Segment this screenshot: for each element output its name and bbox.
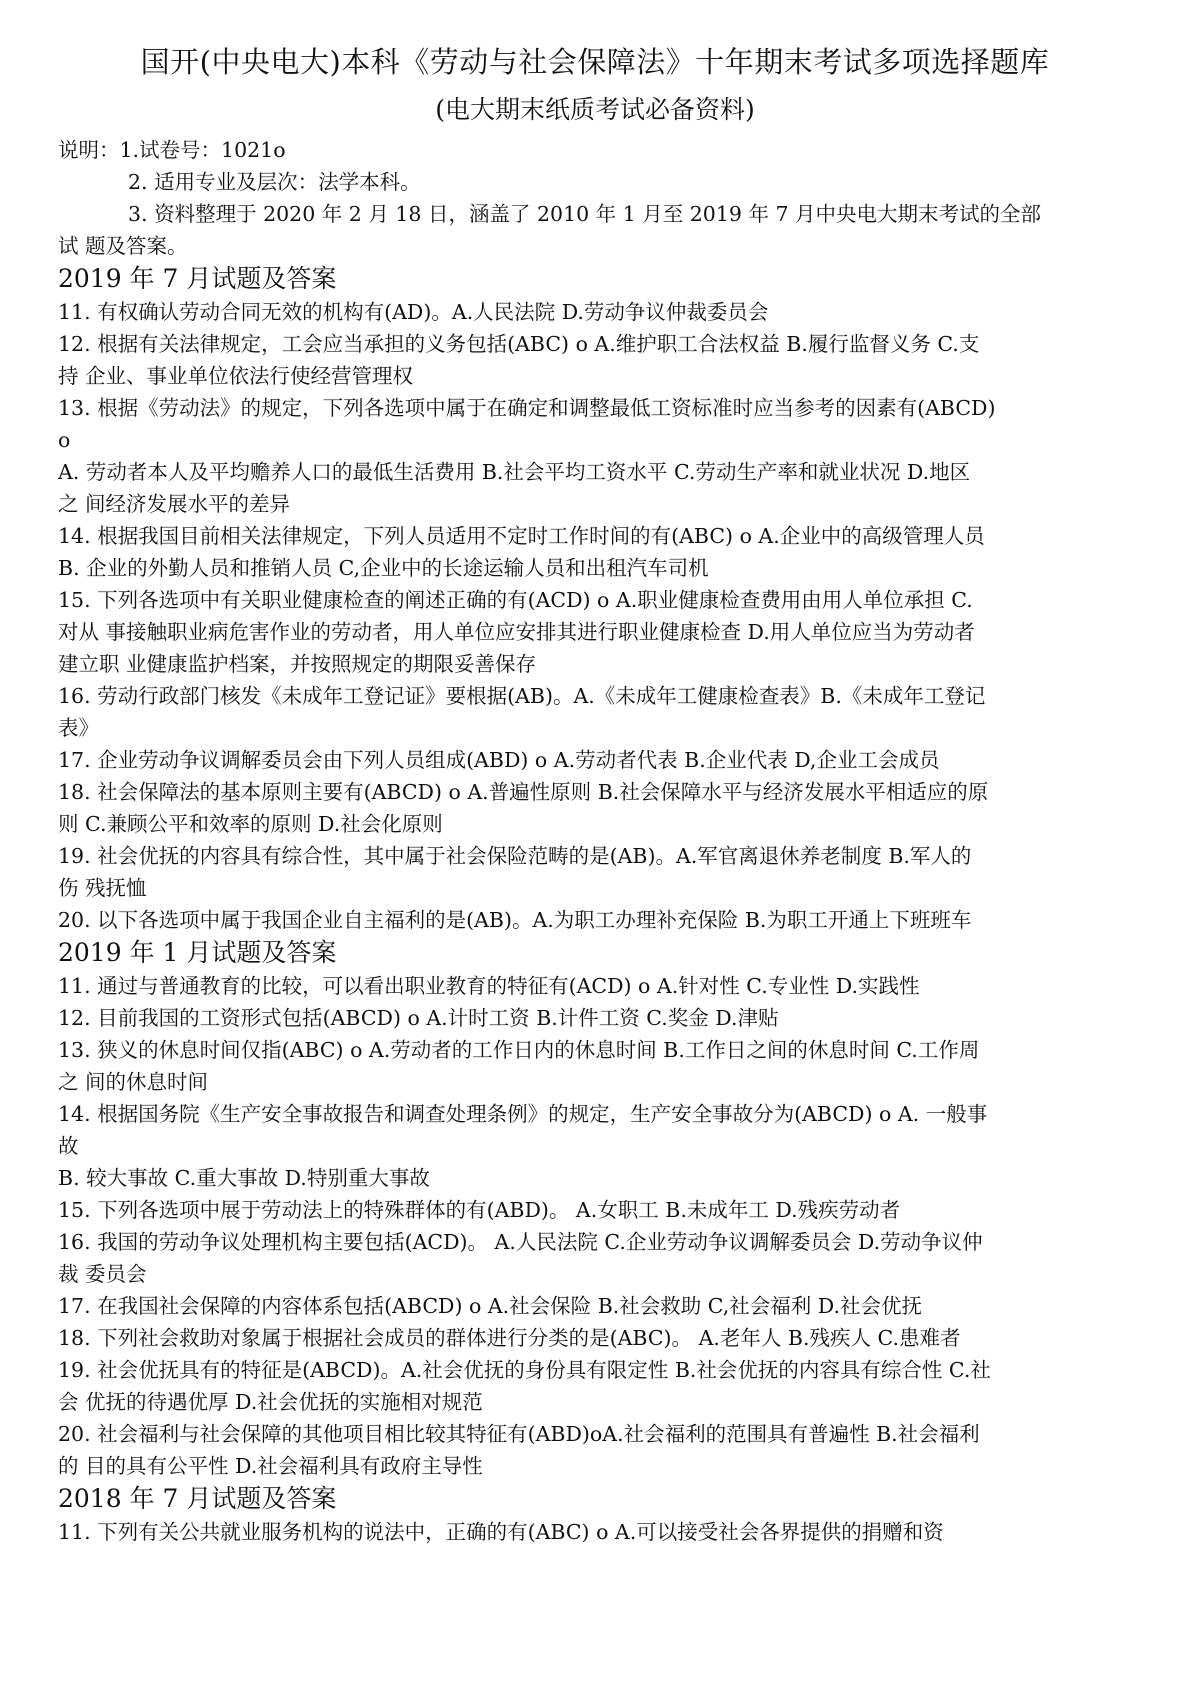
text-line: 14. 根据我国目前相关法律规定，下列人员适用不定时工作时间的有(ABC) o A.企业中的高级管理人员 [58,524,985,548]
text-line: 20. 社会福利与社会保障的其他项目相比较其特征有(ABD)oA.社会福利的范围具有普遍性 B.社会福利 [58,1422,980,1446]
text-line: o [58,428,71,452]
text-line: 说明：1.试卷号：1021o [58,138,286,162]
section-heading: 2019 年 7 月试题及答案 [58,264,337,293]
section-heading: 2019 年 1 月试题及答案 [58,938,337,967]
text-line: 14. 根据国务院《生产安全事故报告和调查处理条例》的规定，生产安全事故分为(ABCD) o A. 一般事 [58,1102,988,1126]
text-line: 12. 根据有关法律规定，工会应当承担的义务包括(ABC) o A.维护职工合法权益 B.履行监督义务 C.支 [58,332,980,356]
text-line: 20. 以下各选项中属于我国企业自主福利的是(AB)。A.为职工办理补充保险 B.为职工开通上下班班车 [58,908,972,932]
text-line: A. 劳动者本人及平均赡养人口的最低生活费用 B.社会平均工资水平 C.劳动生产率和就业状况 D.地区 [58,460,971,484]
text-line: 3. 资料整理于 2020 年 2 月 18 日，涵盖了 2010 年 1 月至 2019 年 7 月中央电大期末考试的全部 [128,202,1042,226]
text-line: 18. 社会保障法的基本原则主要有(ABCD) o A.普遍性原则 B.社会保障水平与经济发展水平相适应的原 [58,780,989,804]
text-line: 16. 劳动行政部门核发《未成年工登记证》要根据(AB)。A.《未成年工健康检查表》B.《未成年工登记 [58,684,986,708]
text-line: B. 企业的外勤人员和推销人员 C,企业中的长途运输人员和出租汽车司机 [58,556,709,580]
text-line: 之 间的休息时间 [58,1070,209,1094]
text-line: 17. 在我国社会保障的内容体系包括(ABCD) o A.社会保险 B.社会救助 C,社会福利 D.社会优抚 [58,1294,923,1318]
text-line: 18. 下列社会救助对象属于根据社会成员的群体进行分类的是(ABC)。 A.老年人 B.残疾人 C.患难者 [58,1326,961,1350]
document-body [58,134,1143,1548]
text-line: 对从 事接触职业病危害作业的劳动者，用人单位应安排其进行职业健康检查 D.用人单位应当为劳动者 [58,620,975,644]
text-line: 裁 委员会 [58,1262,147,1286]
text-line: 12. 目前我国的工资形式包括(ABCD) o A.计时工资 B.计件工资 C.奖金 D.津贴 [58,1006,779,1030]
text-line: 13. 根据《劳动法》的规定，下列各选项中属于在确定和调整最低工资标准时应当参考的因素有(ABCD) [58,396,996,420]
text-line: 2. 适用专业及层次：法学本科。 [128,170,421,194]
text-line: 之 间经济发展水平的差异 [58,492,291,516]
text-line: 13. 狭义的休息时间仅指(ABC) o A.劳动者的工作日内的休息时间 B.工作日之间的休息时间 C.工作周 [58,1038,980,1062]
text-line: 19. 社会优抚的内容具有综合性，其中属于社会保险范畴的是(AB)。A.军官离退休养老制度 B.军人的 [58,844,972,868]
text-line: 建立职 业健康监护档案，并按照规定的期限妥善保存 [58,652,537,676]
text-line: 表》 [58,716,99,740]
text-line: 伤 残抚恤 [58,876,147,900]
text-line: 16. 我国的劳动争议处理机构主要包括(ACD)。 A.人民法院 C.企业劳动争议调解委员会 D.劳动争议仲 [58,1230,983,1254]
section-heading: 2018 年 7 月试题及答案 [58,1484,337,1513]
text-line: 会 优抚的待遇优厚 D.社会优抚的实施相对规范 [58,1390,483,1414]
text-line: 11. 有权确认劳动合同无效的机构有(AD)。A.人民法院 D.劳动争议仲裁委员会 [58,300,769,324]
text-line: 持 企业、事业单位依法行使经营管理权 [58,364,414,388]
text-line: B. 较大事故 C.重大事故 D.特别重大事故 [58,1166,430,1190]
text-line: 11. 通过与普通教育的比较，可以看出职业教育的特征有(ACD) o A.针对性 C.专业性 D.实践性 [58,974,920,998]
text-line: 的 目的具有公平性 D.社会福利具有政府主导性 [58,1454,483,1478]
text-line: 15. 下列各选项中有关职业健康检查的阐述正确的有(ACD) o A.职业健康检查费用由用人单位承担 C. [58,588,973,612]
text-line: 19. 社会优抚具有的特征是(ABCD)。A.社会优抚的身份具有限定性 B.社会优抚的内容具有综合性 C.社 [58,1358,991,1382]
text-line: 11. 下列有关公共就业服务机构的说法中，正确的有(ABC) o A.可以接受社会各界提供的捐赠和资 [58,1520,944,1544]
text-line: 15. 下列各选项中展于劳动法上的特殊群体的有(ABD)。 A.女职工 B.未成年工 D.残疾劳动者 [58,1198,901,1222]
text-line: 故 [58,1134,79,1158]
document-title: 国开(中央电大)本科《劳动与社会保障法》十年期末考试多项选择题库 [140,45,1050,79]
text-line: 试 题及答案。 [58,234,188,258]
text-line: 则 C.兼顾公平和效率的原则 D.社会化原则 [58,812,443,836]
text-line: 17. 企业劳动争议调解委员会由下列人员组成(ABD) o A.劳动者代表 B.企业代表 D,企业工会成员 [58,748,940,772]
document-subtitle: (电大期末纸质考试必备资料) [435,95,755,124]
